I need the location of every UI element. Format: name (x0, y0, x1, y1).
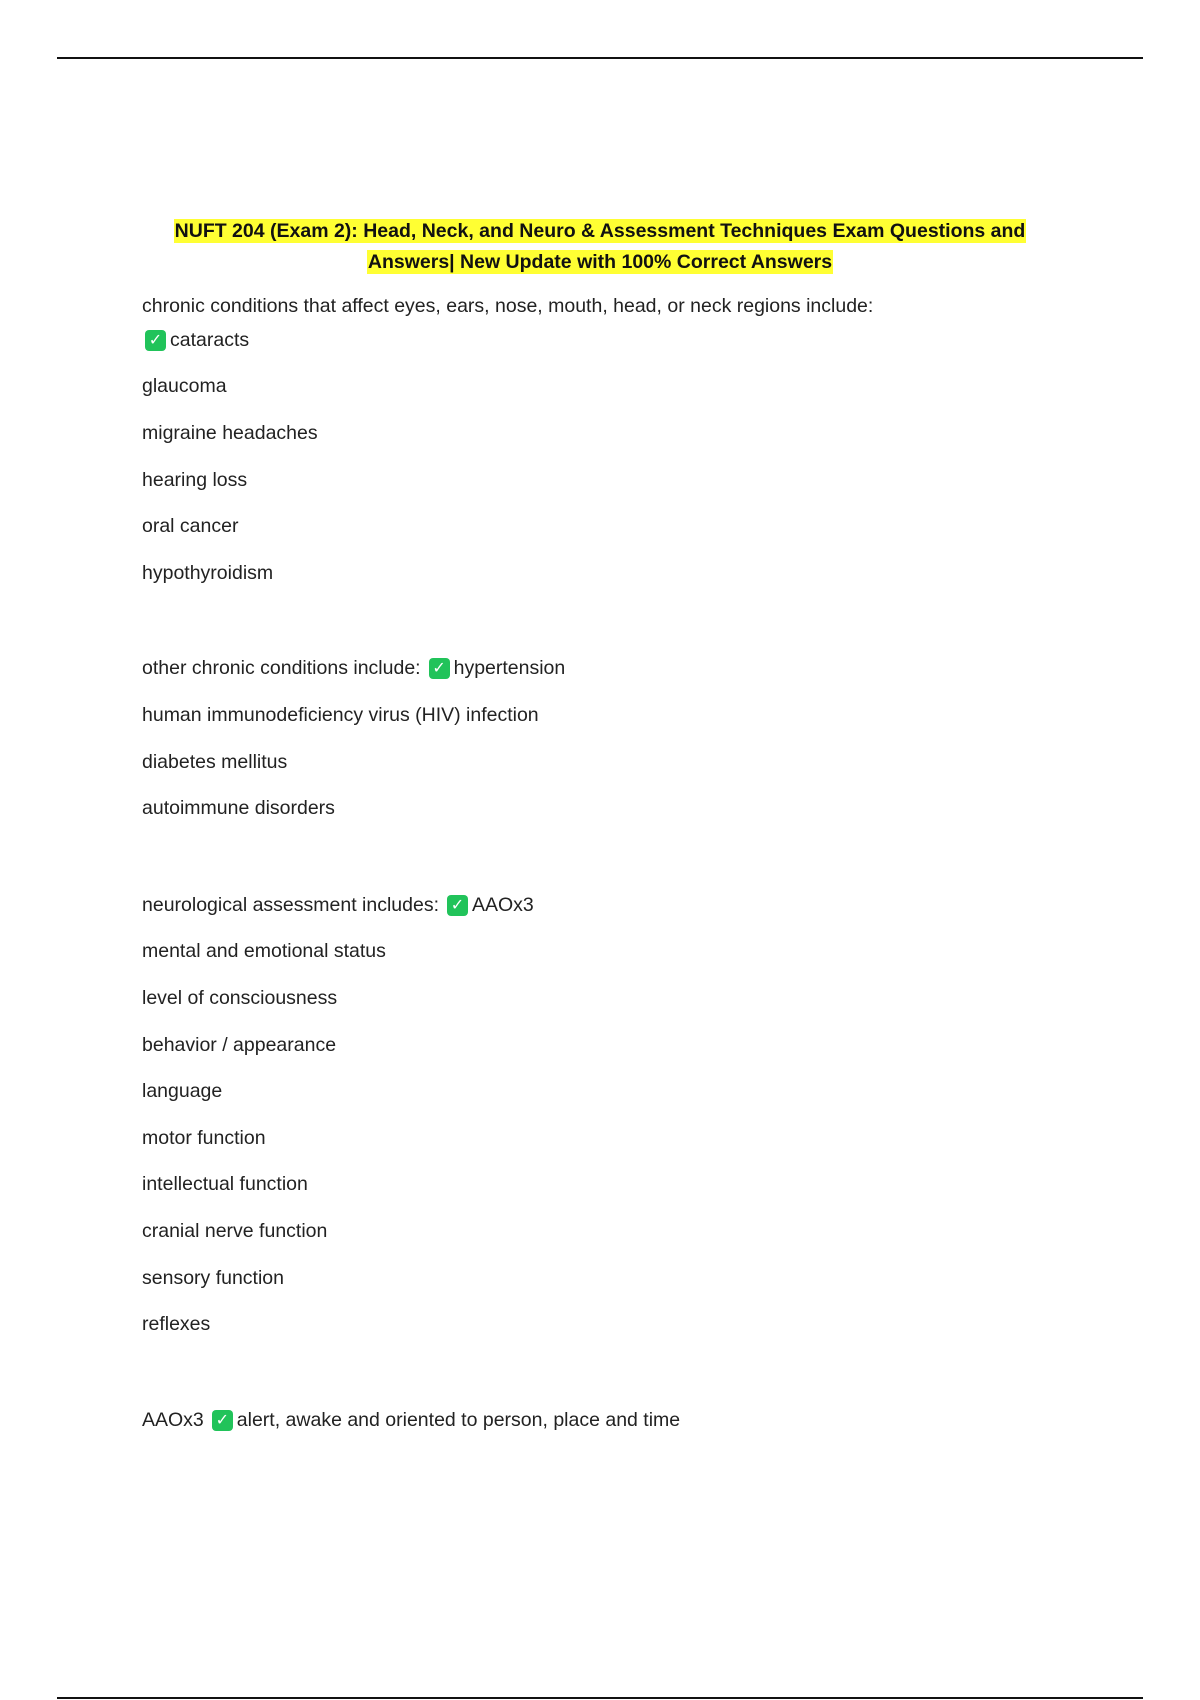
list-item-text: sensory function (142, 1267, 284, 1289)
check-icon: ✓ (212, 1410, 233, 1431)
list-item (142, 937, 1062, 965)
list-item-text: cranial nerve function (142, 1220, 328, 1242)
list-item (142, 372, 1062, 400)
list-item-text: language (142, 1080, 223, 1102)
question-text: neurological assessment includes: (142, 894, 439, 916)
list-item (142, 1031, 1062, 1059)
list-item (142, 794, 1062, 822)
list-item (142, 1310, 1062, 1338)
check-icon: ✓ (429, 658, 450, 679)
question-line (142, 1406, 1062, 1434)
question-line (142, 292, 1062, 320)
list-item-text: human immunodeficiency virus (HIV) infection (142, 704, 539, 726)
answer-text: hypertension (453, 657, 566, 679)
list-item (142, 1264, 1062, 1292)
list-item (142, 1077, 1062, 1105)
answer-text: cataracts (170, 329, 250, 351)
list-item-text: hypothyroidism (142, 562, 274, 584)
list-item-text: mental and emotional status (142, 940, 386, 962)
list-item-text: oral cancer (142, 515, 239, 537)
list-item-text: migraine headaches (142, 422, 318, 444)
title-line-1: NUFT 204 (Exam 2): Head, Neck, and Neuro & Assessment Techniques Exam Questions and (174, 220, 1026, 242)
question-text: other chronic conditions include: (142, 657, 421, 679)
list-item (142, 466, 1062, 494)
list-item (142, 559, 1062, 587)
list-item-text: intellectual function (142, 1173, 308, 1195)
list-item (142, 512, 1062, 540)
list-item-text: autoimmune disorders (142, 797, 335, 819)
answer-text: AAOx3 (472, 894, 534, 916)
question-line (142, 891, 1062, 919)
list-item-text: reflexes (142, 1313, 211, 1335)
answer-line (142, 326, 1062, 354)
document-title (130, 216, 1070, 278)
list-item-text: behavior / appearance (142, 1034, 337, 1056)
question-text: chronic conditions that affect eyes, ears, nose, mouth, head, or neck regions include: (142, 295, 874, 317)
list-item (142, 1217, 1062, 1245)
list-item (142, 748, 1062, 776)
qa-content (142, 292, 1062, 1434)
qa-block-2 (142, 654, 1062, 822)
qa-block-1 (142, 292, 1062, 587)
check-icon: ✓ (447, 895, 468, 916)
list-item (142, 419, 1062, 447)
header-rule (57, 57, 1143, 59)
list-item (142, 701, 1062, 729)
footer-rule (57, 1697, 1143, 1699)
list-item-text: hearing loss (142, 469, 248, 491)
list-item (142, 1124, 1062, 1152)
question-line (142, 654, 1062, 682)
list-item-text: motor function (142, 1127, 266, 1149)
question-text: AAOx3 (142, 1409, 204, 1431)
qa-block-4 (142, 1406, 1062, 1434)
list-item (142, 984, 1062, 1012)
list-item-text: diabetes mellitus (142, 751, 288, 773)
list-item-text: glaucoma (142, 375, 227, 397)
answer-text: alert, awake and oriented to person, place and time (236, 1409, 681, 1431)
list-item-text: level of consciousness (142, 987, 338, 1009)
title-line-2: Answers| New Update with 100% Correct Answers (367, 251, 833, 273)
list-item (142, 1170, 1062, 1198)
check-icon: ✓ (145, 330, 166, 351)
qa-block-3 (142, 891, 1062, 1338)
